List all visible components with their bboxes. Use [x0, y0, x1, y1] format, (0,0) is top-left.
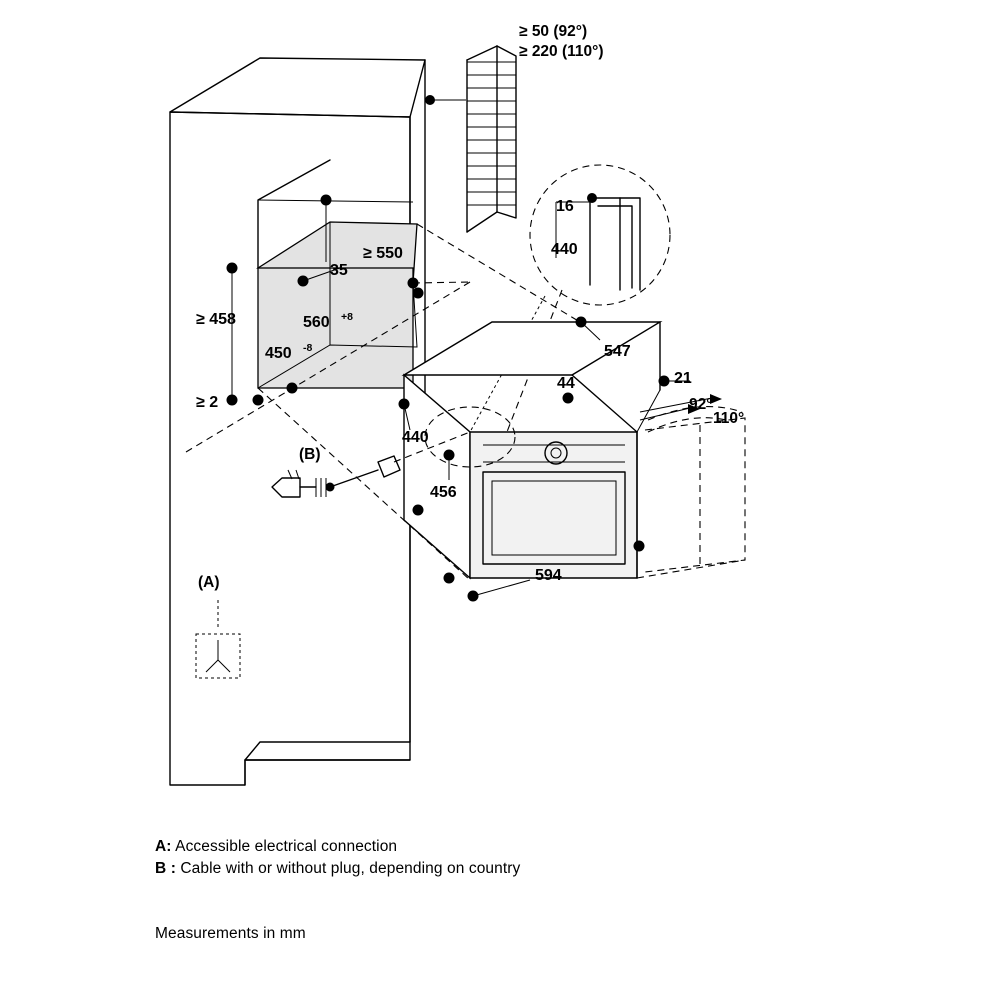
label-niche-depth-450-tolerance: -8 [303, 342, 313, 354]
label-top-clearance-1: ≥ 50 (92°) [519, 23, 588, 40]
units-note: Measurements in mm [155, 925, 306, 942]
legend-text-b: Cable with or without plug, depending on country [180, 860, 521, 877]
legend-key-b: B : [155, 860, 176, 877]
label-marker-a: (A) [198, 574, 220, 591]
vent-grille [425, 46, 516, 232]
label-appliance-width-594: 594 [535, 567, 562, 584]
label-appliance-depth: 547 [604, 343, 631, 360]
legend-key-a: A: [155, 838, 172, 855]
label-appliance-21: 21 [674, 370, 692, 387]
legend-row-b [155, 858, 855, 880]
label-side-clearance: ≥ 458 [196, 311, 236, 328]
label-appliance-height-440: 440 [402, 429, 429, 446]
label-niche-width: 560 [303, 314, 330, 331]
label-bottom-clearance: ≥ 2 [196, 394, 219, 411]
label-marker-b: (B) [299, 446, 321, 463]
legend-text-a: Accessible electrical connection [175, 838, 398, 855]
legend [155, 836, 855, 880]
oven-appliance [404, 322, 660, 578]
label-angle-110: 110° [713, 410, 745, 427]
label-niche-height-min: ≥ 550 [363, 245, 403, 262]
socket-symbol [196, 600, 240, 678]
label-appliance-height-456: 456 [430, 484, 457, 501]
label-detail-440: 440 [551, 241, 578, 258]
legend-row-a [155, 836, 855, 858]
label-niche-width-tolerance: +8 [341, 311, 353, 323]
label-detail-16: 16 [556, 198, 574, 215]
label-niche-depth-450: 450 [265, 345, 292, 362]
label-top-clearance-2: ≥ 220 (110°) [519, 43, 604, 60]
label-angle-92: 92° [689, 396, 713, 413]
label-niche-depth-35: 35 [330, 262, 348, 279]
label-appliance-front-44: 44 [557, 375, 575, 392]
cabinet-outline [170, 58, 425, 785]
